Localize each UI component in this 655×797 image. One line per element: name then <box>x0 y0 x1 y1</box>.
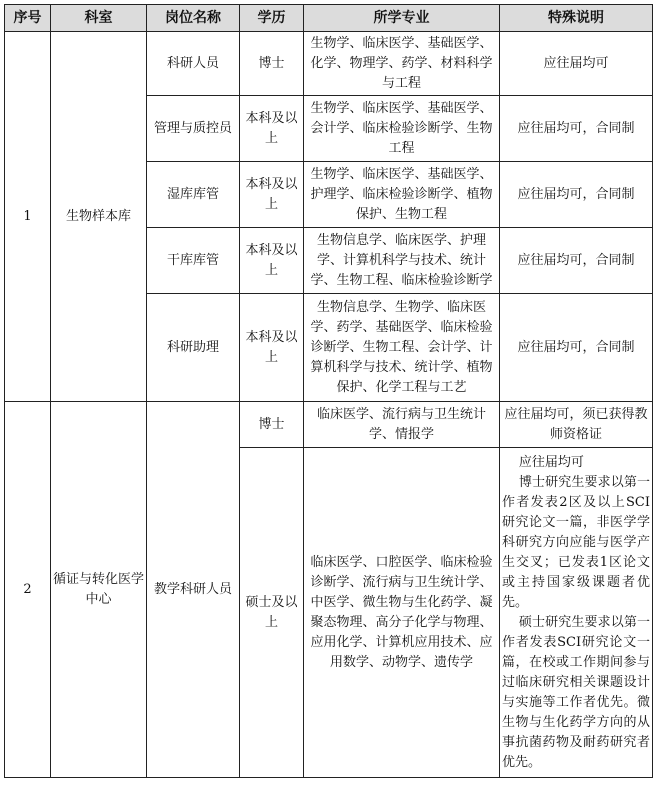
post-cell: 管理与质控员 <box>147 96 240 162</box>
major-cell: 生物学、临床医学、基础医学、化学、物理学、药学、材料科学与工程 <box>304 32 500 96</box>
major-cell: 临床医学、流行病与卫生统计学、情报学 <box>304 402 500 448</box>
note-cell: 应往届均可，合同制 <box>500 294 653 402</box>
post-cell: 科研人员 <box>147 32 240 96</box>
note-cell: 应往届均可，合同制 <box>500 162 653 228</box>
header-edu: 学历 <box>240 5 304 32</box>
note-paragraph: 硕士研究生要求以第一作者发表SCI研究论文一篇，在校或工作期间参与过临床研究相关课题设计与实施等工作者优先。微生物与生化药学方向的从事抗菌药物及耐药研究者优先。 <box>502 614 650 770</box>
header-note: 特殊说明 <box>500 5 653 32</box>
major-cell: 临床医学、口腔医学、临床检验诊断学、流行病与卫生统计学、中医学、微生物与生化药学、凝聚态物理、高分子化学与物理、应用化学、计算机应用技术、应用数学、动物学、遗传学 <box>304 448 500 778</box>
header-row <box>5 5 653 32</box>
header-major: 所学专业 <box>304 5 500 32</box>
table-row <box>5 402 653 448</box>
major-cell: 生物学、临床医学、基础医学、会计学、临床检验诊断学、生物工程 <box>304 96 500 162</box>
post-cell: 湿库库管 <box>147 162 240 228</box>
note-cell: 应往届均可，合同制 <box>500 228 653 294</box>
post-cell: 科研助理 <box>147 294 240 402</box>
table-row <box>5 32 653 96</box>
major-cell: 生物学、临床医学、基础医学、护理学、临床检验诊断学、植物保护、生物工程 <box>304 162 500 228</box>
row-no: 2 <box>5 402 51 778</box>
edu-cell: 博士 <box>240 32 304 96</box>
edu-cell: 本科及以上 <box>240 294 304 402</box>
header-no: 序号 <box>5 5 51 32</box>
header-dept: 科室 <box>51 5 147 32</box>
major-cell: 生物信息学、临床医学、护理学、计算机科学与技术、统计学、生物工程、临床检验诊断学 <box>304 228 500 294</box>
note-paragraph: 应往届均可 <box>518 454 584 470</box>
note-cell: 应往届均可，合同制 <box>500 96 653 162</box>
recruitment-table <box>4 4 653 778</box>
row-dept: 循证与转化医学中心 <box>51 402 147 778</box>
post-cell: 教学科研人员 <box>147 402 240 778</box>
header-post: 岗位名称 <box>147 5 240 32</box>
note-cell <box>500 448 653 778</box>
edu-cell: 博士 <box>240 402 304 448</box>
post-cell: 干库库管 <box>147 228 240 294</box>
edu-cell: 本科及以上 <box>240 162 304 228</box>
major-cell: 生物信息学、生物学、临床医学、药学、基础医学、临床检验诊断学、生物工程、会计学、计算机科学与技术、统计学、植物保护、化学工程与工艺 <box>304 294 500 402</box>
row-dept: 生物样本库 <box>51 32 147 402</box>
note-paragraph: 博士研究生要求以第一作者发表2区及以上SCI研究论文一篇，非医学学科研究方向应能与医学产生交叉；已发表1区论文或主持国家级课题者优先。 <box>502 474 650 610</box>
edu-cell: 本科及以上 <box>240 96 304 162</box>
edu-cell: 本科及以上 <box>240 228 304 294</box>
edu-cell: 硕士及以上 <box>240 448 304 778</box>
note-cell: 应往届均可 <box>500 32 653 96</box>
row-no: 1 <box>5 32 51 402</box>
note-cell: 应往届均可，须已获得教师资格证 <box>500 402 653 448</box>
